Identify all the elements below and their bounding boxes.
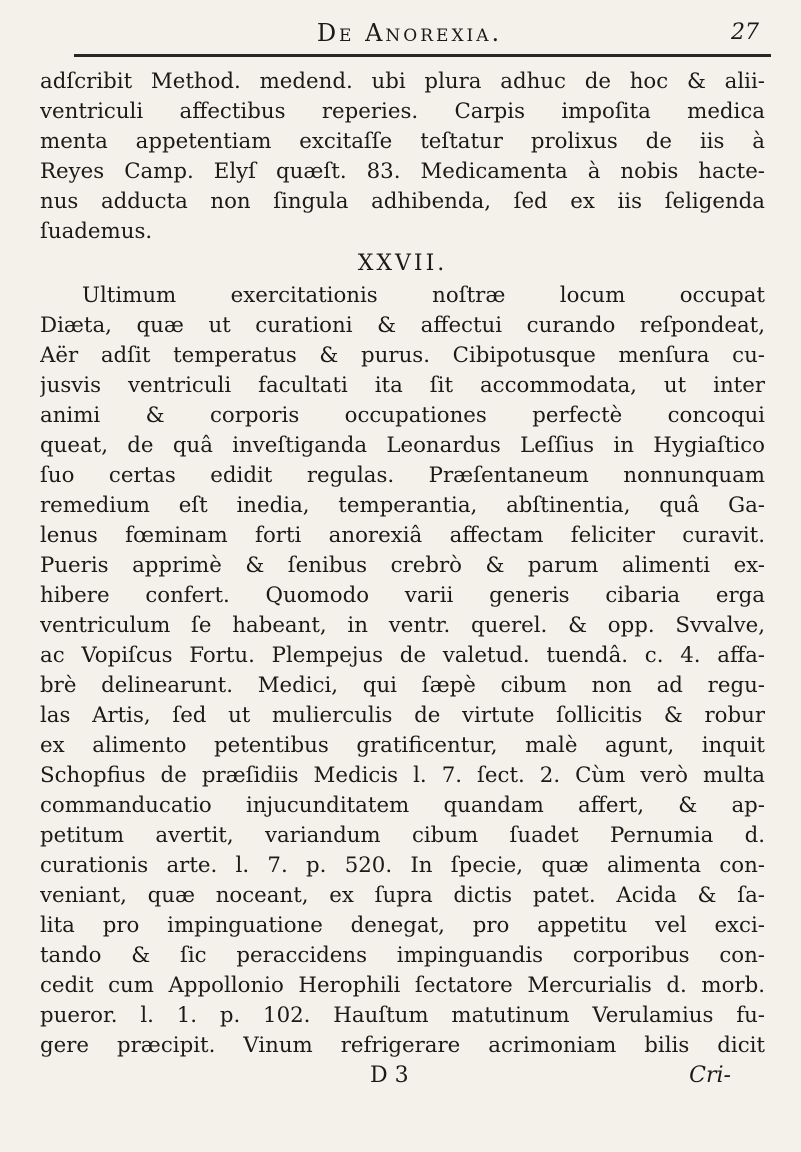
paragraph-1 (40, 67, 765, 247)
text-line: ſuademus. (40, 219, 153, 244)
paragraph-2 (40, 281, 765, 1061)
text-line: adſcribit Method. medend. ubi plura adhuc de hoc & alii- (40, 69, 765, 94)
catchword: Cri- (689, 1063, 731, 1088)
text-line: remedium eſt inedia, temperantia, abſtinentia, quâ Ga- (40, 493, 765, 518)
text-line: lita pro impinguatione denegat, pro appetitu vel exci- (40, 913, 765, 938)
text-line: animi & corporis occupationes perfectè concoqui (40, 403, 765, 428)
text-line: Ultimum exercitationis noſtræ locum occupat (82, 283, 765, 308)
header-rule (74, 54, 771, 57)
page-number: 27 (731, 20, 759, 45)
text-line: Aër adſit temperatus & purus. Cibipotusque menſura cu- (40, 343, 765, 368)
text-line: ſuo certas edidit regulas. Præſentaneum nonnunquam (40, 463, 765, 488)
text-line: petitum avertit, variandum cibum ſuadet Pernumia d. (40, 823, 765, 848)
text-line: gere præcipit. Vinum refrigerare acrimoniam bilis dicit (40, 1033, 765, 1058)
text-line: ac Vopiſcus Fortu. Plempejus de valetud. tuendâ. c. 4. affa- (40, 643, 765, 668)
text-line: hibere confert. Quomodo varii generis cibaria erga (40, 583, 765, 608)
text-line: ventriculum ſe habeant, in ventr. querel. & opp. Svvalve, (40, 613, 765, 638)
text-line: tando & ſic peraccidens impinguandis corporibus con- (40, 943, 765, 968)
text-line: Schopfius de præſidiis Medicis l. 7. ſect. 2. Cùm verò multa (40, 763, 765, 788)
body-text (40, 67, 779, 1091)
text-line: lenus fœminam forti anorexiâ affectam feliciter curavit. (40, 523, 765, 548)
running-title: De Anorexia. (316, 19, 503, 47)
signature-mark: D 3 (370, 1063, 409, 1088)
text-line: ventriculi affectibus reperies. Carpis impoſita medica (40, 99, 765, 124)
text-line: nus adducta non ſingula adhibenda, ſed ex iis ſeligenda (40, 189, 765, 214)
text-line: Reyes Camp. Elyſ quæſt. 83. Medicamenta à nobis hacte- (40, 159, 765, 184)
section-number: XXVII. (357, 251, 448, 276)
text-line: ex alimento petentibus gratificentur, malè agunt, inquit (40, 733, 765, 758)
text-line: commanducatio injucunditatem quandam affert, & ap- (40, 793, 765, 818)
page-header (40, 18, 779, 48)
text-line: curationis arte. l. 7. p. 520. In ſpecie, quæ alimenta con- (40, 853, 765, 878)
text-line: Diæta, quæ ut curationi & affectui curando reſpondeat, (40, 313, 765, 338)
page-footer (40, 1061, 765, 1091)
text-line: cedit cum Appollonio Herophili ſectatore Mercurialis d. morb. (40, 973, 765, 998)
text-line: veniant, quæ noceant, ex ſupra dictis patet. Acida & ſa- (40, 883, 765, 908)
text-line: Pueris apprimè & ſenibus crebrò & parum alimenti ex- (40, 553, 765, 578)
text-line: pueror. l. 1. p. 102. Hauſtum matutinum Verulamius fu- (40, 1003, 765, 1028)
text-line: brè delinearunt. Medici, qui ſæpè cibum non ad regu- (40, 673, 765, 698)
book-page (0, 18, 801, 1152)
text-line: las Artis, ſed ut mulierculis de virtute ſollicitis & robur (40, 703, 765, 728)
text-line: queat, de quâ inveſtiganda Leonardus Leſſius in Hygiaſtico (40, 433, 765, 458)
text-line: jusvis ventriculi facultati ita ſit accommodata, ut inter (40, 373, 765, 398)
text-line: menta appetentiam excitaſſe teſtatur prolixus de iis à (40, 129, 765, 154)
